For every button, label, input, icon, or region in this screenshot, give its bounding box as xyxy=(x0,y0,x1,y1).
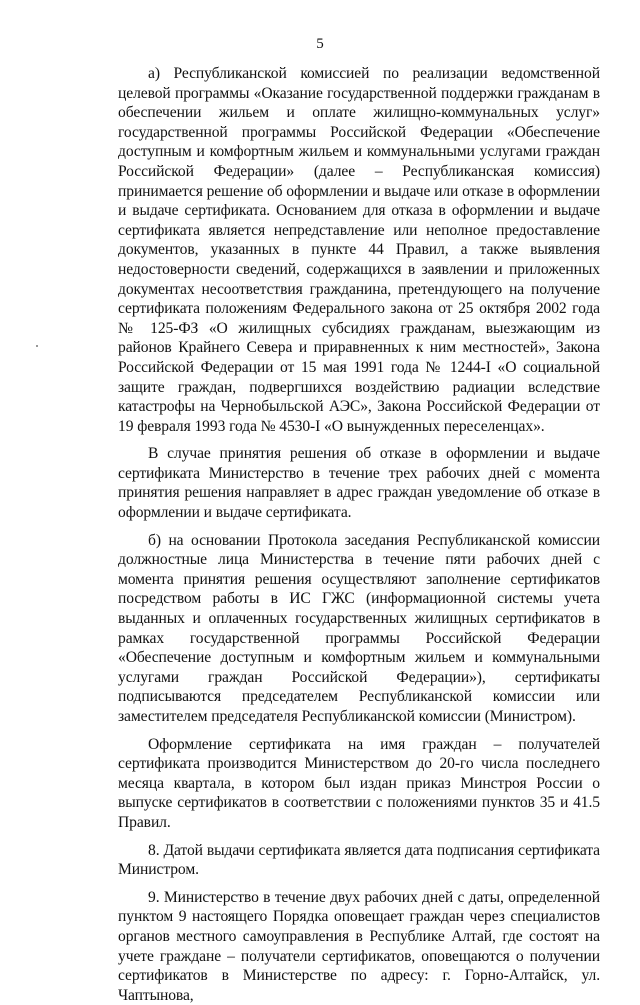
paragraph-8-issue-date: 8. Датой выдачи сертификата является дата подписания сертификата Министром. xyxy=(118,841,600,879)
paragraph-refusal-notice: В случае принятия решения об отказе в оформлении и выдаче сертификата Министерство в течение трех рабочих дней с момента принятия решения направляет в адрес граждан уведомление об отказе в оформлении и выдаче сертификата. xyxy=(118,445,600,522)
paragraph-certificate-issuance: Оформление сертификата на имя граждан – получателей сертификата производится Министерством до 20-го числа последнего месяца квартала, в котором был издан приказ Минстроя России о выпуске сертификатов в соответствии с положениями пунктов 35 и 41.5 Правил. xyxy=(118,735,600,831)
paragraph-9-notification: 9. Министерство в течение двух рабочих дней с даты, определенной пунктом 9 настоящего Порядка оповещает граждан через специалистов органов местного самоуправления в Республике Алтай, где состоят на учете граждане – получатели сертификатов, оповещаются о получении сертификатов в Министерстве по адресу: г. Горно-Алтайск, ул. Чаптынова, xyxy=(118,888,600,1004)
paragraph-b-protocol: б) на основании Протокола заседания Республиканской комиссии должностные лица Министерства в течение пяти рабочих дней с момента принятия решения осуществляют заполнение сертификатов посредством работы в ИС ГЖС (информационной системы учета выданных и оплаченных государственных жилищных сертификатов в рамках государственной программы Российской Федерации «Обеспечение доступным и комфортным жильем и коммунальными услугами граждан Российской Федерации»), сертификаты подписываются председателем Республиканской комиссии или заместителем председателя Республиканской комиссии (Министром). xyxy=(118,531,600,725)
paragraph-gap xyxy=(118,523,600,531)
body-text xyxy=(118,64,600,1005)
paragraph-gap xyxy=(118,436,600,444)
page-number: 5 xyxy=(316,36,324,52)
paragraph-gap xyxy=(118,833,600,841)
paragraph-gap xyxy=(118,880,600,888)
paragraph-gap xyxy=(118,727,600,735)
paragraph-a-republican-commission: а) Республиканской комиссией по реализации ведомственной целевой программы «Оказание государственной поддержки гражданам в обеспечении жильем и оплате жилищно-коммунальных услуг» государственной программы Российской Федерации «Обеспечение доступным и комфортным жильем и коммунальными услугами граждан Российской Федерации» (далее – Республиканская комиссия) принимается решение об оформлении и выдаче или отказе в оформлении и выдаче сертификата. Основанием для отказа в оформлении и выдаче сертификата является непредставление или неполное предоставление документов, указанных в пункте 44 Правил, а также выявления недостоверности сведений, содержащихся в заявлении и приложенных документах несоответствия гражданина, претендующего на получение сертификата положениям Федерального закона от 25 октября 2002 года № 125-ФЗ «О жилищных субсидиях гражданам, выезжающим из районов Крайнего Севера и приравненных к ним местностей», Закона Российской Федерации от 15 мая 1991 года № 1244-I «О социальной защите граждан, подвергшихся воздействию радиации вследствие катастрофы на Чернобыльской АЭС», Закона Российской Федерации от 19 февраля 1993 года № 4530-I «О вынужденных переселенцах». xyxy=(118,65,600,435)
margin-mark xyxy=(36,345,38,347)
